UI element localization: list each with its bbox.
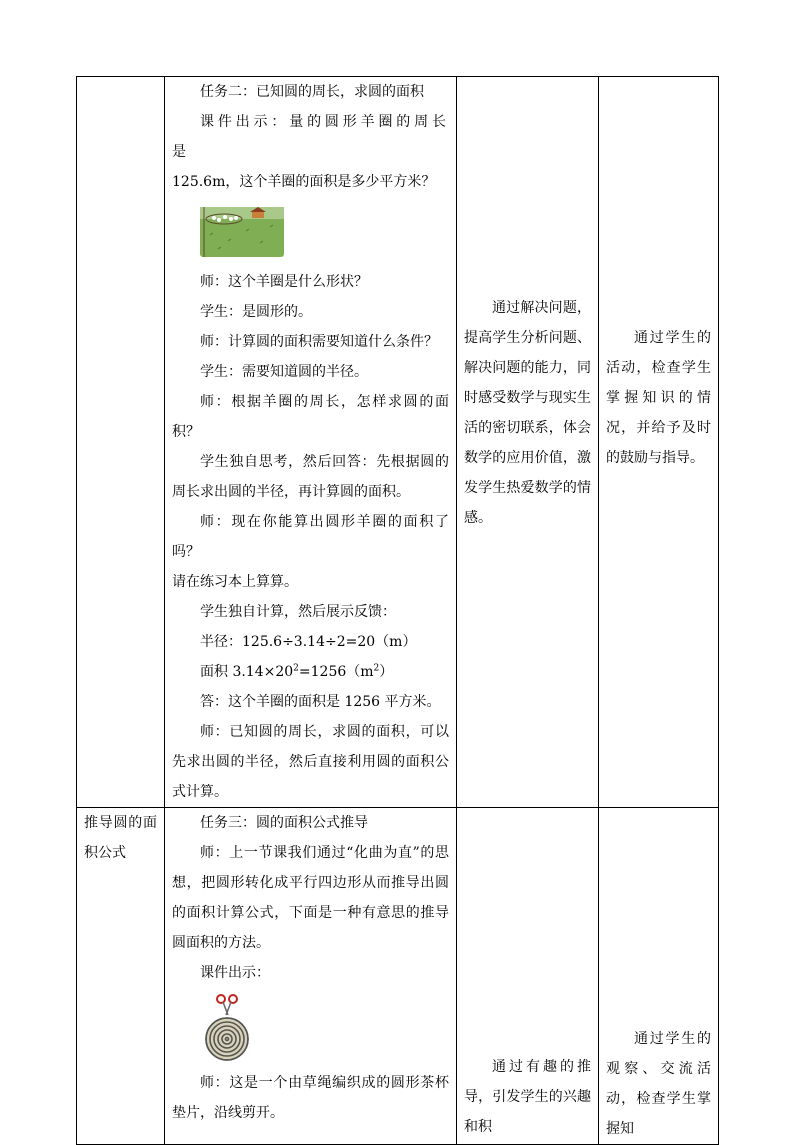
stage-label-cell: 推导圆的面积公式: [77, 808, 165, 1145]
content-line: 学生独自计算，然后展示反馈：: [200, 604, 396, 620]
teaching-content-cell: [165, 77, 457, 808]
table-row: [77, 808, 719, 1145]
content-line: 师：这是一个由草绳编织成的圆形茶杯垫片，沿线剪开。: [172, 1075, 449, 1121]
content-line: 课件出示：量的圆形羊圈的周长是: [172, 114, 449, 160]
table-row: [77, 77, 719, 808]
coaster-image: [172, 988, 449, 1068]
area-formula: 面积 $3.14\times 20^2=1256(m^2)$: [200, 663, 394, 680]
content-line: 学生：需要知道圆的半径。: [200, 364, 368, 380]
content-line: 125.6m，这个羊圈的面积是多少平方米？: [172, 174, 436, 190]
radius-formula: 半径：125.6÷3.14÷2=20（m）: [200, 634, 417, 650]
content-line: 学生：是圆形的。: [200, 304, 312, 320]
content-line: 师：现在你能算出圆形羊圈的面积了吗？: [172, 514, 449, 560]
sheep-pen-image: [172, 197, 449, 267]
task-title: 任务二：已知圆的周长，求圆的面积: [200, 84, 424, 100]
content-line: 师：根据羊圈的周长，怎样求圆的面积？: [172, 394, 449, 440]
content-line: 请在练习本上算算。: [172, 574, 298, 590]
summary-line: 师：已知圆的周长，求圆的面积，可以先求出圆的半径，然后直接利用圆的面积公式计算。: [172, 724, 449, 800]
teaching-content-cell: [165, 808, 457, 1145]
assessment-text: 通过学生的观察、交流活动，检查学生掌握知: [606, 1031, 711, 1137]
assessment-cell: [599, 808, 719, 1145]
assessment-text: 通过学生的活动，检查学生掌握知识的情况，并给予及时的鼓励与指导。: [606, 330, 711, 466]
stage-label-cell: [77, 77, 165, 808]
design-intent-cell: [457, 77, 599, 808]
assessment-cell: [599, 77, 719, 808]
content-line: 师：这个羊圈是什么形状？: [200, 274, 368, 290]
content-line: 师：上一节课我们通过“化曲为直”的思想，把圆形转化成平行四边形从而推导出圆的面积计算公式，下面是一种有意思的推导圆面积的方法。: [172, 845, 449, 951]
answer-line: 答：这个羊圈的面积是 1256 平方米。: [200, 694, 441, 710]
content-line: 学生独自思考，然后回答：先根据圆的周长求出圆的半径，再计算圆的面积。: [172, 454, 449, 500]
design-intent-cell: [457, 808, 599, 1145]
design-intent-text: 通过解决问题，提高学生分析问题、解决问题的能力，同时感受数学与现实生活的密切联系，体会数学的应用价值，激发学生热爱数学的情感。: [464, 300, 591, 526]
design-intent-text: 通过有趣的推导，引发学生的兴趣和积: [464, 1059, 591, 1135]
content-line: 师：计算圆的面积需要知道什么条件？: [200, 334, 438, 350]
scissors-icon: [217, 995, 237, 1015]
content-line: 课件出示：: [200, 965, 270, 981]
coaster-icon: [206, 1018, 248, 1060]
task-title: 任务三：圆的面积公式推导: [200, 815, 368, 831]
scissors-coaster-illustration: [202, 993, 254, 1063]
lesson-plan-table: [76, 76, 719, 1145]
sheep-pen-illustration: [200, 207, 284, 257]
